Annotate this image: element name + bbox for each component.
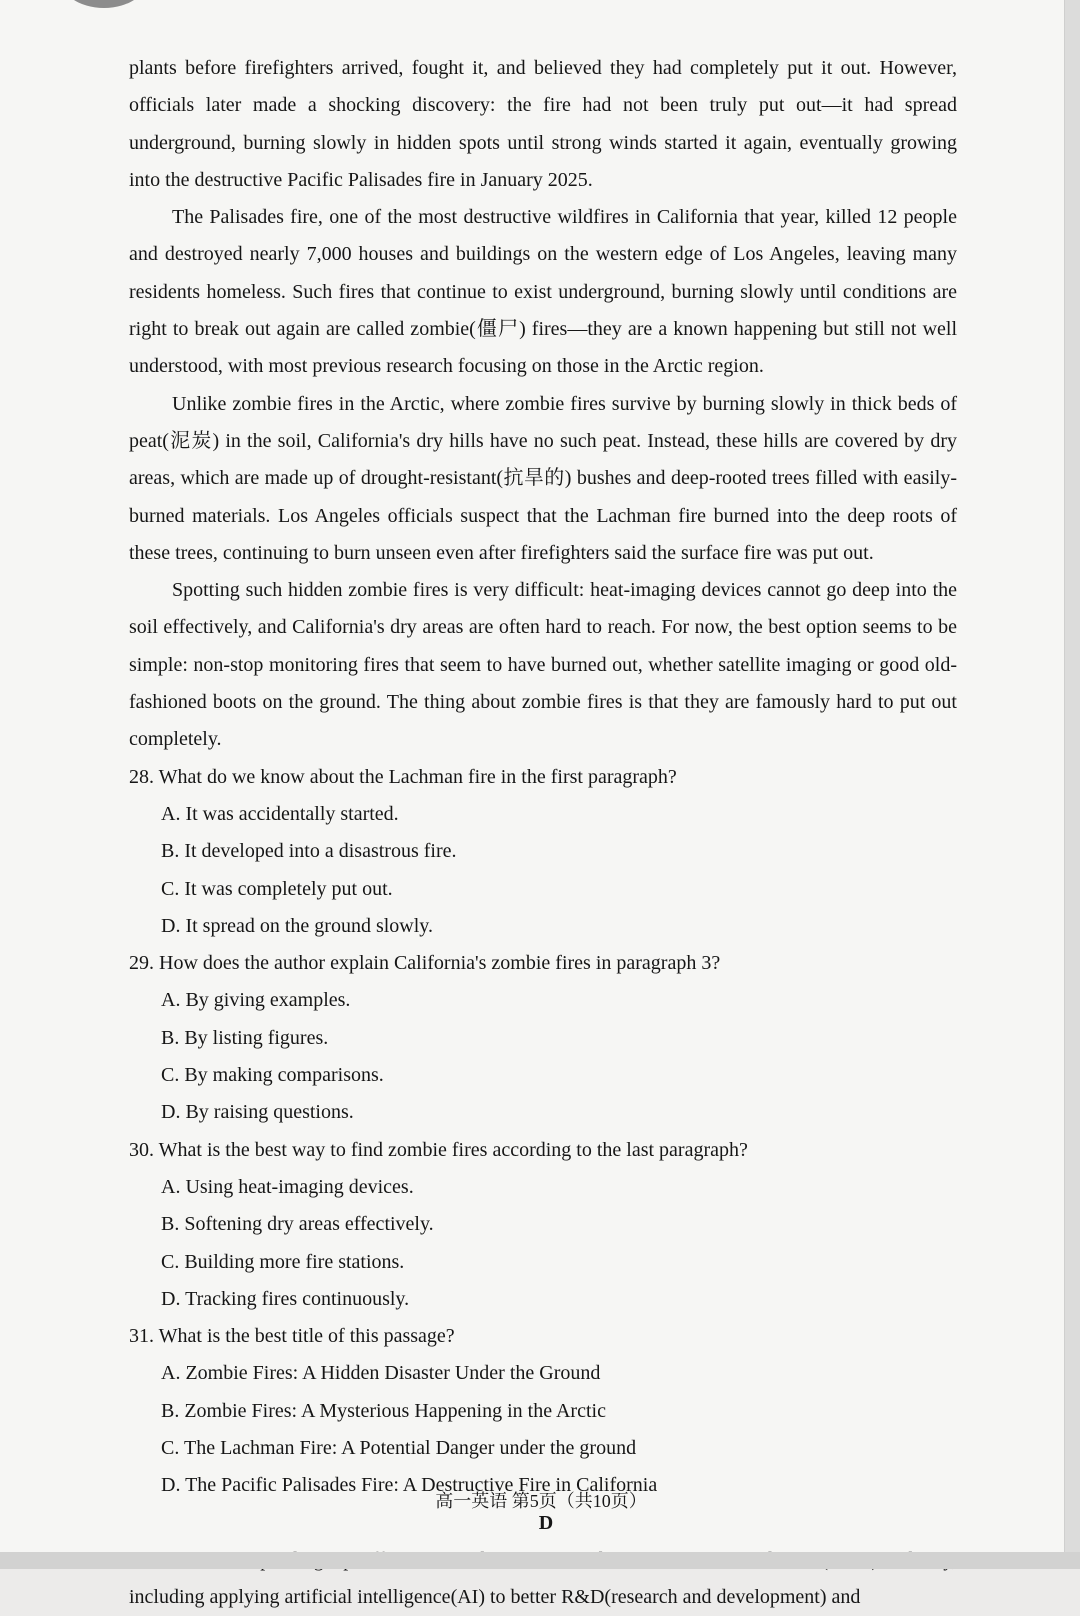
option-d: D. The Pacific Palisades Fire: A Destructive Fire in California	[161, 1474, 658, 1497]
option-d: D. By raising questions.	[161, 1101, 354, 1124]
option-a: A. Zombie Fires: A Hidden Disaster Under the Ground	[161, 1362, 601, 1385]
option-c: C. It was completely put out.	[161, 877, 393, 900]
option-c: C. Building more fire stations.	[161, 1250, 405, 1273]
section-heading: D	[538, 1511, 554, 1534]
question-28	[129, 759, 957, 945]
section-d-paragraph: including applying artificial intelligence(AI) to better R&D(research and development) and	[129, 1586, 861, 1609]
page-content	[129, 50, 957, 1616]
question-stem: 29. How does the author explain California's zombie fires in paragraph 3?	[129, 952, 721, 975]
page-footer: 高一英语 第5页（共10页）	[435, 1491, 647, 1511]
option-b: B. Softening dry areas effectively.	[161, 1213, 434, 1236]
option-b: B. It developed into a disastrous fire.	[161, 840, 457, 863]
options	[129, 1355, 957, 1504]
option-a: A. It was accidentally started.	[161, 802, 399, 825]
bottom-edge	[0, 1552, 1080, 1569]
paragraph-2: The Palisades fire, one of the most destructive wildfires in California that year, killed 12 people and destroyed nearly 7,000 houses and buildings on the western edge of Los Angeles, leaving many residents homeless. Such fires that continue to exist underground, burning slowly until conditions are right to break out again are called zombie(僵尸) fires—they are a known happening but still not well understood, with most previous research focusing on those in the Arctic region.	[129, 206, 957, 378]
question-31	[129, 1318, 957, 1504]
option-d: D. It spread on the ground slowly.	[161, 914, 433, 937]
question-30	[129, 1132, 957, 1318]
question-stem: 28. What do we know about the Lachman fire in the first paragraph?	[129, 765, 677, 788]
options	[129, 1169, 957, 1318]
option-b: B. Zombie Fires: A Mysterious Happening in the Arctic	[161, 1399, 606, 1422]
question-stem: 30. What is the best way to find zombie fires according to the last paragraph?	[129, 1138, 748, 1161]
paragraph-4: Spotting such hidden zombie fires is very difficult: heat-imaging devices cannot go deep into the soil effectively, and California's dry areas are often hard to reach. For now, the best option seems to be simple: non-stop monitoring fires that seem to have burned out, whether satellite imaging or good old-fashioned boots on the ground. The thing about zombie fires is that they are famously hard to put out completely.	[129, 579, 957, 751]
option-d: D. Tracking fires continuously.	[161, 1287, 410, 1310]
question-stem: 31. What is the best title of this passage?	[129, 1325, 455, 1348]
option-a: A. Using heat-imaging devices.	[161, 1175, 414, 1198]
paragraph-3: Unlike zombie fires in the Arctic, where zombie fires survive by burning slowly in thick beds of peat(泥炭) in the soil, California's dry hills have no such peat. Instead, these hills are covered by dry areas, which are made up of drought-resistant(抗旱的) bushes and deep-rooted trees filled with easily-burned materials. Los Angeles officials suspect that the Lachman fire burned into the deep roots of these trees, continuing to burn unseen even after firefighters said the surface fire was put out.	[129, 392, 957, 564]
options	[129, 982, 957, 1131]
paragraph-1: plants before firefighters arrived, fought it, and believed they had completely put it out. However, officials later made a shocking discovery: the fire had not been truly put out—it had spread underground, burning slowly in hidden spots until strong winds started it again, eventually growing into the destructive Pacific Palisades fire in January 2025.	[129, 57, 957, 191]
question-29	[129, 945, 957, 1131]
option-a: A. By giving examples.	[161, 989, 351, 1012]
finger-shadow	[58, 0, 150, 8]
option-c: C. By making comparisons.	[161, 1064, 384, 1087]
right-edge	[1064, 0, 1080, 1569]
option-c: C. The Lachman Fire: A Potential Danger under the ground	[161, 1436, 637, 1459]
option-b: B. By listing figures.	[161, 1026, 329, 1049]
options	[129, 796, 957, 945]
